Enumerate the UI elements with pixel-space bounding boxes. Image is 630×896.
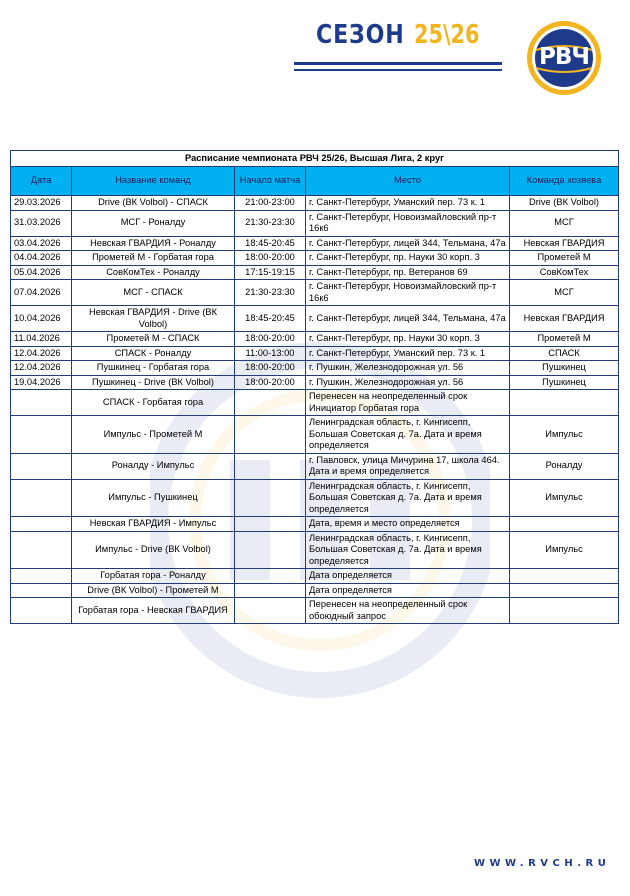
cell-date: [11, 598, 72, 624]
cell-teams: Импульс - Drive (ВК Volbol): [72, 531, 235, 569]
table-row: [11, 479, 619, 517]
cell-place: г. Санкт-Петербург, Уманский пер. 73 к. 1: [306, 196, 510, 211]
cell-teams: Пушкинец - Drive (ВК Volbol): [72, 375, 235, 390]
season-label: СЕЗОН: [316, 20, 405, 50]
cell-date: 29.03.2026: [11, 196, 72, 211]
cell-host: Невская ГВАРДИЯ: [510, 236, 619, 251]
table-row: [11, 453, 619, 479]
table-row: [11, 598, 619, 624]
table-row: [11, 569, 619, 584]
cell-place: Дата определяется: [306, 569, 510, 584]
cell-place: Дата определяется: [306, 583, 510, 598]
cell-teams: Невская ГВАРДИЯ - Drive (ВК Volbol): [72, 306, 235, 332]
cell-time: [235, 416, 306, 454]
table-row: [11, 210, 619, 236]
cell-teams: Невская ГВАРДИЯ - Импульс: [72, 517, 235, 532]
cell-host: СовКомТех: [510, 265, 619, 280]
table-row: [11, 251, 619, 266]
cell-time: 18:00-20:00: [235, 332, 306, 347]
cell-date: 12.04.2026: [11, 346, 72, 361]
cell-teams: Пушкинец - Горбатая гора: [72, 361, 235, 376]
cell-time: [235, 583, 306, 598]
cell-host: [510, 583, 619, 598]
cell-place: г. Санкт-Петербург, лицей 344, Тельмана, 47а: [306, 306, 510, 332]
logo-text: РВЧ: [539, 44, 589, 70]
cell-teams: Drive (ВК Volbol) - Прометей М: [72, 583, 235, 598]
table-body: [11, 196, 619, 624]
header-place: Место: [306, 167, 510, 196]
table-header-row: [11, 167, 619, 196]
cell-host: Импульс: [510, 479, 619, 517]
header-time: Начало матча: [235, 167, 306, 196]
table-row: [11, 531, 619, 569]
table-row: [11, 196, 619, 211]
table-row: [11, 390, 619, 416]
cell-host: Drive (ВК Volbol): [510, 196, 619, 211]
cell-time: 21:30-23:30: [235, 280, 306, 306]
cell-time: 18:00-20:00: [235, 251, 306, 266]
table-title: Расписание чемпионата РВЧ 25/26, Высшая Лига, 2 круг: [11, 151, 619, 167]
cell-place: Ленинградская область, г. Кингисепп, Большая Советская д. 7а. Дата и время определяется: [306, 531, 510, 569]
cell-date: 05.04.2026: [11, 265, 72, 280]
cell-date: 31.03.2026: [11, 210, 72, 236]
cell-date: 10.04.2026: [11, 306, 72, 332]
cell-teams: Прометей М - Горбатая гора: [72, 251, 235, 266]
cell-date: [11, 569, 72, 584]
cell-teams: Импульс - Пушкинец: [72, 479, 235, 517]
rvch-logo: [526, 20, 602, 96]
cell-teams: Drive (ВК Volbol) - СПАСК: [72, 196, 235, 211]
cell-time: [235, 479, 306, 517]
cell-time: 21:00-23:00: [235, 196, 306, 211]
season-underline-thin: [294, 69, 502, 71]
cell-place: г. Пушкин, Железнодорожная ул. 56: [306, 375, 510, 390]
cell-time: 11:00-13:00: [235, 346, 306, 361]
table-row: [11, 583, 619, 598]
cell-teams: СовКомТех - Роналду: [72, 265, 235, 280]
cell-date: [11, 453, 72, 479]
cell-time: 18:00-20:00: [235, 375, 306, 390]
cell-date: 12.04.2026: [11, 361, 72, 376]
cell-host: [510, 517, 619, 532]
schedule-table-wrap: [10, 150, 618, 624]
header-teams: Название команд: [72, 167, 235, 196]
cell-place: г. Санкт-Петербург, Уманский пер. 73 к. 1: [306, 346, 510, 361]
cell-date: [11, 583, 72, 598]
cell-host: [510, 598, 619, 624]
season-years: 25\26: [414, 20, 480, 50]
cell-time: 17:15-19:15: [235, 265, 306, 280]
cell-teams: Горбатая гора - Роналду: [72, 569, 235, 584]
season-underline: [294, 62, 502, 65]
cell-host: [510, 569, 619, 584]
table-row: [11, 361, 619, 376]
cell-date: 07.04.2026: [11, 280, 72, 306]
table-row: [11, 416, 619, 454]
cell-teams: Прометей М - СПАСК: [72, 332, 235, 347]
cell-date: [11, 479, 72, 517]
header-host: Команда хозяева: [510, 167, 619, 196]
cell-teams: Роналду - Импульс: [72, 453, 235, 479]
cell-host: Прометей М: [510, 332, 619, 347]
cell-teams: МСГ - Роналду: [72, 210, 235, 236]
table-row: [11, 280, 619, 306]
cell-place: Перенесен на неопределенный срок обоюдный запрос: [306, 598, 510, 624]
cell-place: Ленинградская область, г. Кингисепп, Большая Советская д. 7а. Дата и время определяется: [306, 479, 510, 517]
cell-date: 04.04.2026: [11, 251, 72, 266]
cell-host: Пушкинец: [510, 361, 619, 376]
cell-place: г. Пушкин, Железнодорожная ул. 56: [306, 361, 510, 376]
cell-place: г. Санкт-Петербург, пр. Науки 30 корп. 3: [306, 251, 510, 266]
cell-place: г. Санкт-Петербург, лицей 344, Тельмана, 47а: [306, 236, 510, 251]
page-header: [0, 0, 630, 90]
cell-date: [11, 517, 72, 532]
cell-time: [235, 531, 306, 569]
cell-time: [235, 569, 306, 584]
cell-place: г. Санкт-Петербург, Новоизмайловский пр-т 16к6: [306, 280, 510, 306]
cell-place: Ленинградская область, г. Кингисепп, Большая Советская д. 7а. Дата и время определяется: [306, 416, 510, 454]
cell-time: [235, 517, 306, 532]
cell-host: МСГ: [510, 280, 619, 306]
cell-place: г. Санкт-Петербург, Новоизмайловский пр-т 16к6: [306, 210, 510, 236]
cell-teams: Горбатая гора - Невская ГВАРДИЯ: [72, 598, 235, 624]
cell-date: [11, 390, 72, 416]
cell-place: г. Санкт-Петербург, пр. Науки 30 корп. 3: [306, 332, 510, 347]
schedule-table: [10, 150, 619, 624]
table-row: [11, 306, 619, 332]
cell-teams: СПАСК - Роналду: [72, 346, 235, 361]
cell-teams: Импульс - Прометей М: [72, 416, 235, 454]
table-row: [11, 265, 619, 280]
cell-time: 18:45-20:45: [235, 236, 306, 251]
table-row: [11, 346, 619, 361]
cell-host: Невская ГВАРДИЯ: [510, 306, 619, 332]
cell-date: 19.04.2026: [11, 375, 72, 390]
cell-place: Дата, время и место определяется: [306, 517, 510, 532]
cell-teams: Невская ГВАРДИЯ - Роналду: [72, 236, 235, 251]
cell-date: 11.04.2026: [11, 332, 72, 347]
table-row: [11, 375, 619, 390]
cell-time: 21:30-23:30: [235, 210, 306, 236]
cell-teams: СПАСК - Горбатая гора: [72, 390, 235, 416]
cell-place: г. Павловск, улица Мичурина 17, школа 464. Дата и время определяется: [306, 453, 510, 479]
table-row: [11, 236, 619, 251]
cell-host: [510, 390, 619, 416]
table-row: [11, 517, 619, 532]
header-date: Дата: [11, 167, 72, 196]
cell-date: [11, 531, 72, 569]
cell-place: Перенесен на неопределенный срок Инициатор Горбатая гора: [306, 390, 510, 416]
footer-url[interactable]: WWW.RVCH.RU: [474, 858, 611, 869]
cell-time: [235, 390, 306, 416]
cell-time: [235, 453, 306, 479]
cell-place: г. Санкт-Петербург, пр. Ветеранов 69: [306, 265, 510, 280]
cell-host: Импульс: [510, 531, 619, 569]
cell-host: Пушкинец: [510, 375, 619, 390]
cell-time: 18:00-20:00: [235, 361, 306, 376]
cell-date: 03.04.2026: [11, 236, 72, 251]
cell-teams: МСГ - СПАСК: [72, 280, 235, 306]
cell-host: МСГ: [510, 210, 619, 236]
cell-host: СПАСК: [510, 346, 619, 361]
cell-host: Роналду: [510, 453, 619, 479]
cell-time: [235, 598, 306, 624]
cell-time: 18:45-20:45: [235, 306, 306, 332]
table-row: [11, 332, 619, 347]
cell-date: [11, 416, 72, 454]
cell-host: Импульс: [510, 416, 619, 454]
cell-host: Прометей М: [510, 251, 619, 266]
